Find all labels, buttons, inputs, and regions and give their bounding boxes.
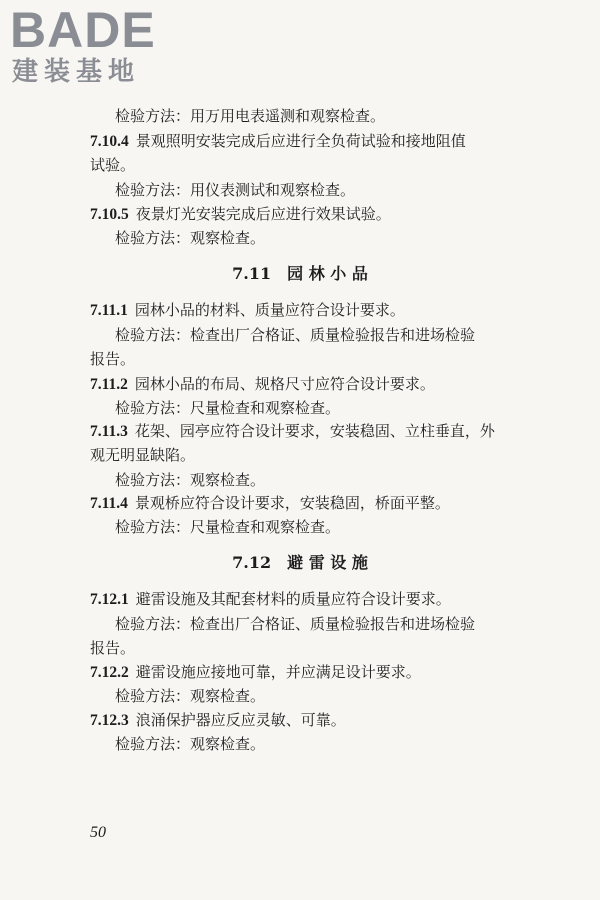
clause-number: 7.12.2 [90,664,129,681]
clause-number: 7.10.4 [90,133,129,150]
clause-number: 7.11.1 [90,302,128,319]
clause-number: 7.11.2 [90,376,128,393]
text-line: 报告。 [90,350,136,368]
clause-number: 7.12.3 [90,712,129,729]
text-line: 检验方法：检查出厂合格证、质量检验报告和进场检验 [115,326,476,344]
clause-text: 园林小品的布局、规格尺寸应符合设计要求。 [134,375,435,393]
clause-7-11-1 [90,300,405,321]
clause-text: 浪涌保护器应反应灵敏、可靠。 [135,711,346,729]
text-line: 检验方法：用仪表测试和观察检查。 [115,181,356,199]
text-line: 观无明显缺陷。 [90,446,196,464]
clause-text: 景观照明安装完成后应进行全负荷试验和接地阻值 [135,132,466,150]
clause-7-10-5 [90,204,391,225]
bade-watermark-logo [6,2,186,92]
clause-text: 园林小品的材料、质量应符合设计要求。 [134,301,405,319]
clause-number: 7.11.4 [90,495,128,512]
text-line: 检验方法：检查出厂合格证、质量检验报告和进场检验 [115,615,476,633]
watermark-brand: BADE [10,2,156,58]
page-number: 50 [90,824,106,841]
clause-number: 7.12.1 [90,591,129,608]
text-line: 检验方法：观察检查。 [115,229,266,247]
text-line: 检验方法：观察检查。 [115,735,266,753]
text-line: 检验方法：观察检查。 [115,471,266,489]
clause-text: 夜景灯光安装完成后应进行效果试验。 [135,205,391,223]
clause-7-11-4 [90,493,450,514]
text-line: 报告。 [90,639,136,657]
section-heading-7-11: 7.11 园 林 小 品 [232,264,368,283]
clause-text: 景观桥应符合设计要求，安装稳固，桥面平整。 [134,494,450,512]
clause-7-11-3 [90,421,495,442]
clause-text: 避雷设施应接地可靠，并应满足设计要求。 [135,663,421,681]
clause-number: 7.11.3 [90,423,128,440]
clause-7-12-3 [90,710,346,731]
text-line: 试验。 [90,156,136,174]
clause-7-10-4 [90,131,466,152]
clause-text: 避雷设施及其配套材料的质量应符合设计要求。 [135,590,451,608]
text-line: 检验方法：用万用电表遥测和观察检查。 [115,107,386,125]
clause-7-12-2 [90,662,421,683]
watermark-subtitle: 建装基地 [12,57,141,87]
clause-7-11-2 [90,374,435,395]
clause-text: 花架、园亭应符合设计要求，安装稳固、立柱垂直，外 [134,422,495,440]
clause-7-12-1 [90,589,451,610]
text-line: 检验方法：尺量检查和观察检查。 [115,518,341,536]
section-heading-7-12: 7.12 避 雷 设 施 [232,553,368,572]
text-line: 检验方法：观察检查。 [115,687,266,705]
clause-number: 7.10.5 [90,206,129,223]
text-line: 检验方法：尺量检查和观察检查。 [115,399,341,417]
